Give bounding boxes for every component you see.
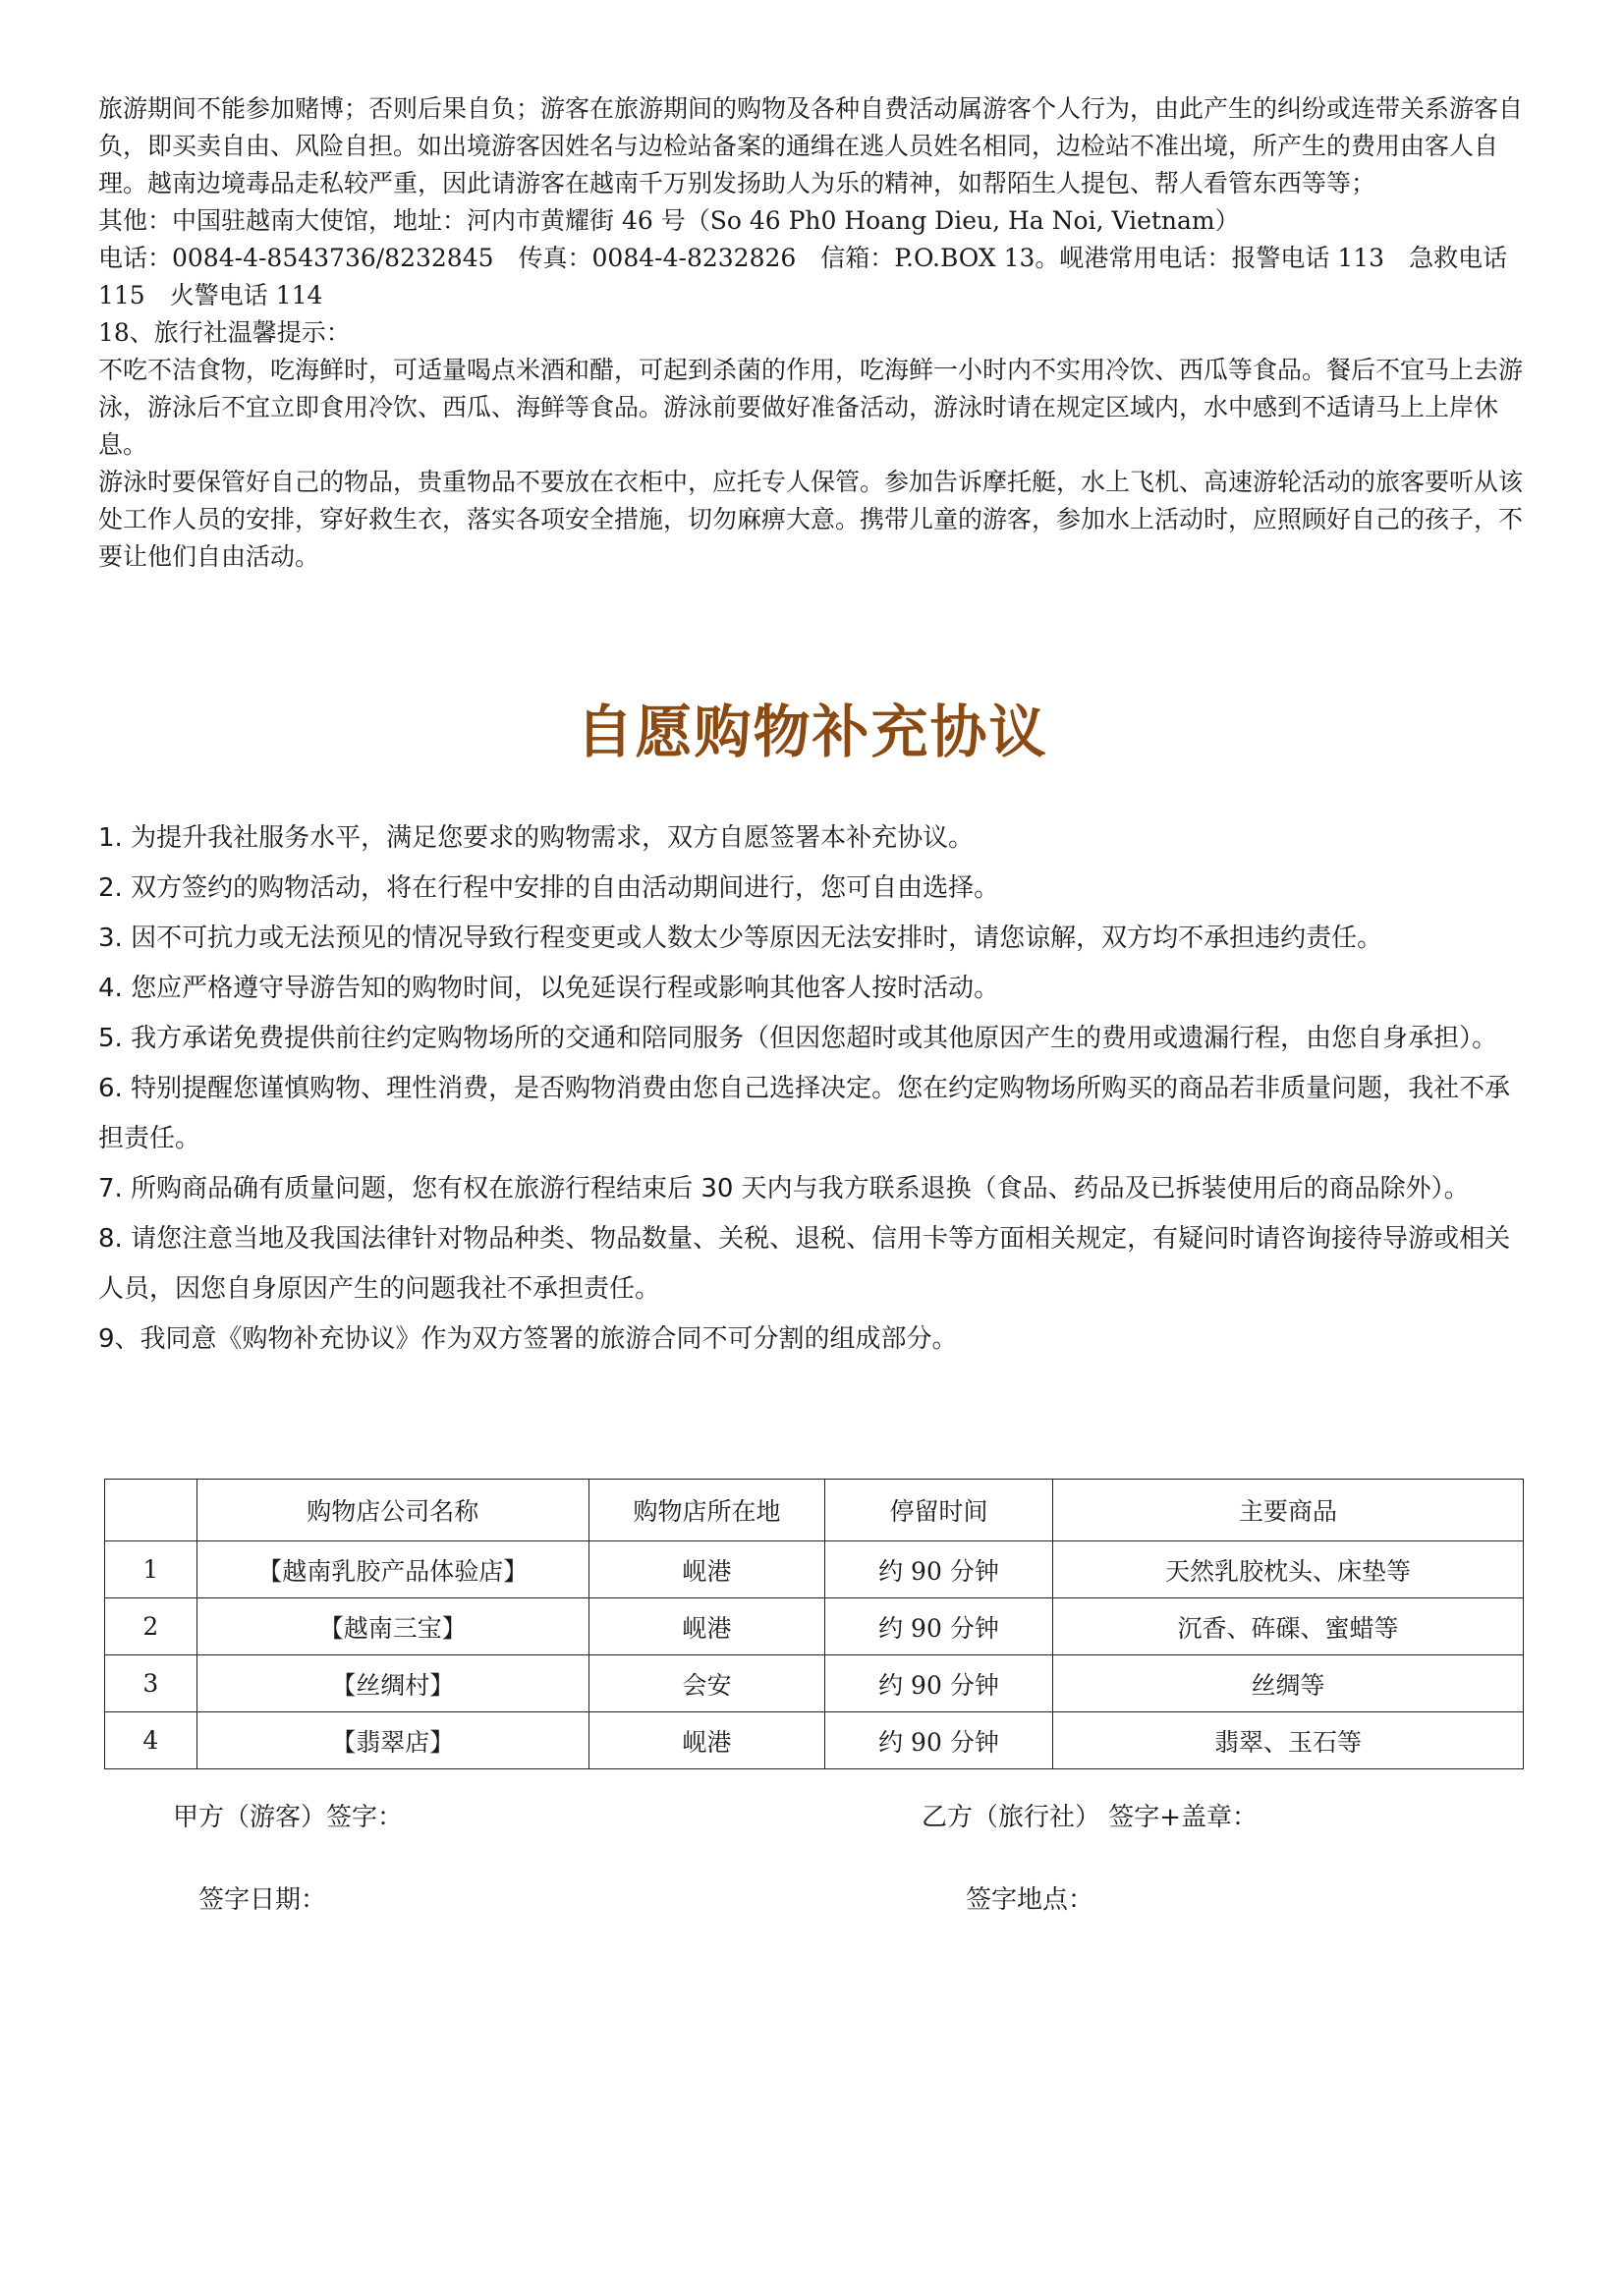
signature-place-label: 签字地点： [966, 1885, 1094, 1915]
header-main-goods: 主要商品 [1053, 1480, 1524, 1541]
cell-main-goods: 天然乳胶枕头、床垫等 [1053, 1541, 1524, 1598]
party-b-signature-label: 乙方（旅行社） 签字+盖章： [922, 1803, 1259, 1832]
cell-shop-name: 【翡翠店】 [196, 1712, 588, 1769]
notes-paragraph-heading: 18、旅行社温馨提示： [98, 318, 351, 347]
agreement-clauses [98, 813, 1533, 1365]
notes-paragraph-food: 不吃不洁食物，吃海鲜时，可适量喝点米酒和醋，可起到杀菌的作用，吃海鲜一小时内不实用冷饮、西瓜等食品。餐后不宜马上去游泳，游泳后不宜立即食用冷饮、西瓜、海鲜等食品。游泳前要做好准备活动，游泳时请在规定区域内，水中感到不适请马上上岸休息。 [98, 356, 1524, 459]
notes-paragraph-swimming: 游泳时要保管好自己的物品，贵重物品不要放在衣柜中，应托专人保管。参加告诉摩托艇，水上飞机、高速游轮活动的旅客要听从该处工作人员的安排，穿好救生衣，落实各项安全措施，切勿麻痹大意。携带儿童的游客，参加水上活动时，应照顾好自己的孩子，不要让他们自由活动。 [98, 468, 1524, 571]
cell-index: 2 [105, 1598, 197, 1655]
header-stay-time: 停留时间 [824, 1480, 1052, 1541]
notes-paragraph-phone: 电话：0084-4-8543736/8232845 传真：0084-4-8232826 信箱：P.O.BOX 13。岘港常用电话：报警电话 113 急救电话 115 火警电话 114 [98, 244, 1508, 309]
shop-table [104, 1479, 1524, 1769]
clause-item: 9、我同意《购物补充协议》作为双方签署的旅游合同不可分割的组成部分。 [98, 1324, 958, 1354]
table-header-row [105, 1480, 1524, 1541]
cell-index: 4 [105, 1712, 197, 1769]
cell-index: 3 [105, 1655, 197, 1712]
clause-item: 2. 双方签约的购物活动，将在行程中安排的自由活动期间进行，您可自由选择。 [98, 873, 1000, 903]
cell-main-goods: 丝绸等 [1053, 1655, 1524, 1712]
party-a-signature-label: 甲方（游客）签字： [173, 1803, 404, 1832]
header-location: 购物店所在地 [588, 1480, 824, 1541]
header-index [105, 1480, 197, 1541]
header-shop-name: 购物店公司名称 [196, 1480, 588, 1541]
cell-index: 1 [105, 1541, 197, 1598]
travel-notes-section [98, 90, 1533, 576]
cell-location: 岘港 [588, 1598, 824, 1655]
clause-item: 6. 特别提醒您谨慎购物、理性消费，是否购物消费由您自己选择决定。您在约定购物场所购买的商品若非质量问题，我社不承担责任。 [98, 1074, 1511, 1153]
cell-stay-time: 约 90 分钟 [824, 1712, 1052, 1769]
clause-item: 8. 请您注意当地及我国法律针对物品种类、物品数量、关税、退税、信用卡等方面相关规定，有疑问时请咨询接待导游或相关人员，因您自身原因产生的问题我社不承担责任。 [98, 1224, 1511, 1304]
clause-item: 4. 您应严格遵守导游告知的购物时间，以免延误行程或影响其他客人按时活动。 [98, 974, 1000, 1003]
table-row [105, 1712, 1524, 1769]
cell-stay-time: 约 90 分钟 [824, 1541, 1052, 1598]
cell-shop-name: 【越南乳胶产品体验店】 [196, 1541, 588, 1598]
cell-stay-time: 约 90 分钟 [824, 1655, 1052, 1712]
agreement-title: 自愿购物补充协议 [576, 699, 1048, 765]
table-row [105, 1541, 1524, 1598]
cell-shop-name: 【丝绸村】 [196, 1655, 588, 1712]
clause-item: 3. 因不可抗力或无法预见的情况导致行程变更或人数太少等原因无法安排时，请您谅解，双方均不承担违约责任。 [98, 924, 1383, 953]
table-row [105, 1655, 1524, 1712]
clause-item: 7. 所购商品确有质量问题，您有权在旅游行程结束后 30 天内与我方联系退换（食品、药品及已拆装使用后的商品除外）。 [98, 1174, 1470, 1203]
clause-item: 1. 为提升我社服务水平，满足您要求的购物需求，双方自愿签署本补充协议。 [98, 823, 975, 853]
cell-stay-time: 约 90 分钟 [824, 1598, 1052, 1655]
notes-paragraph-gambling: 旅游期间不能参加赌博；否则后果自负；游客在旅游期间的购物及各种自费活动属游客个人行为，由此产生的纠纷或连带关系游客自负，即买卖自由、风险自担。如出境游客因姓名与边检站备案的通缉在逃人员姓名相同，边检站不准出境，所产生的费用由客人自理。越南边境毒品走私较严重，因此请游客在越南千万别发扬助人为乐的精神，如帮陌生人提包、帮人看管东西等等； [98, 94, 1524, 197]
cell-main-goods: 翡翠、玉石等 [1053, 1712, 1524, 1769]
signature-date-label: 签字日期： [198, 1885, 327, 1915]
cell-main-goods: 沉香、砗磲、蜜蜡等 [1053, 1598, 1524, 1655]
cell-location: 岘港 [588, 1541, 824, 1598]
cell-location: 岘港 [588, 1712, 824, 1769]
cell-shop-name: 【越南三宝】 [196, 1598, 588, 1655]
notes-paragraph-embassy: 其他：中国驻越南大使馆，地址：河内市黄耀街 46 号（So 46 Ph0 Hoang Dieu, Ha Noi, Vietnam） [98, 206, 1240, 235]
table-row [105, 1598, 1524, 1655]
cell-location: 会安 [588, 1655, 824, 1712]
clause-item: 5. 我方承诺免费提供前往约定购物场所的交通和陪同服务（但因您超时或其他原因产生的费用或遗漏行程，由您自身承担）。 [98, 1024, 1498, 1053]
